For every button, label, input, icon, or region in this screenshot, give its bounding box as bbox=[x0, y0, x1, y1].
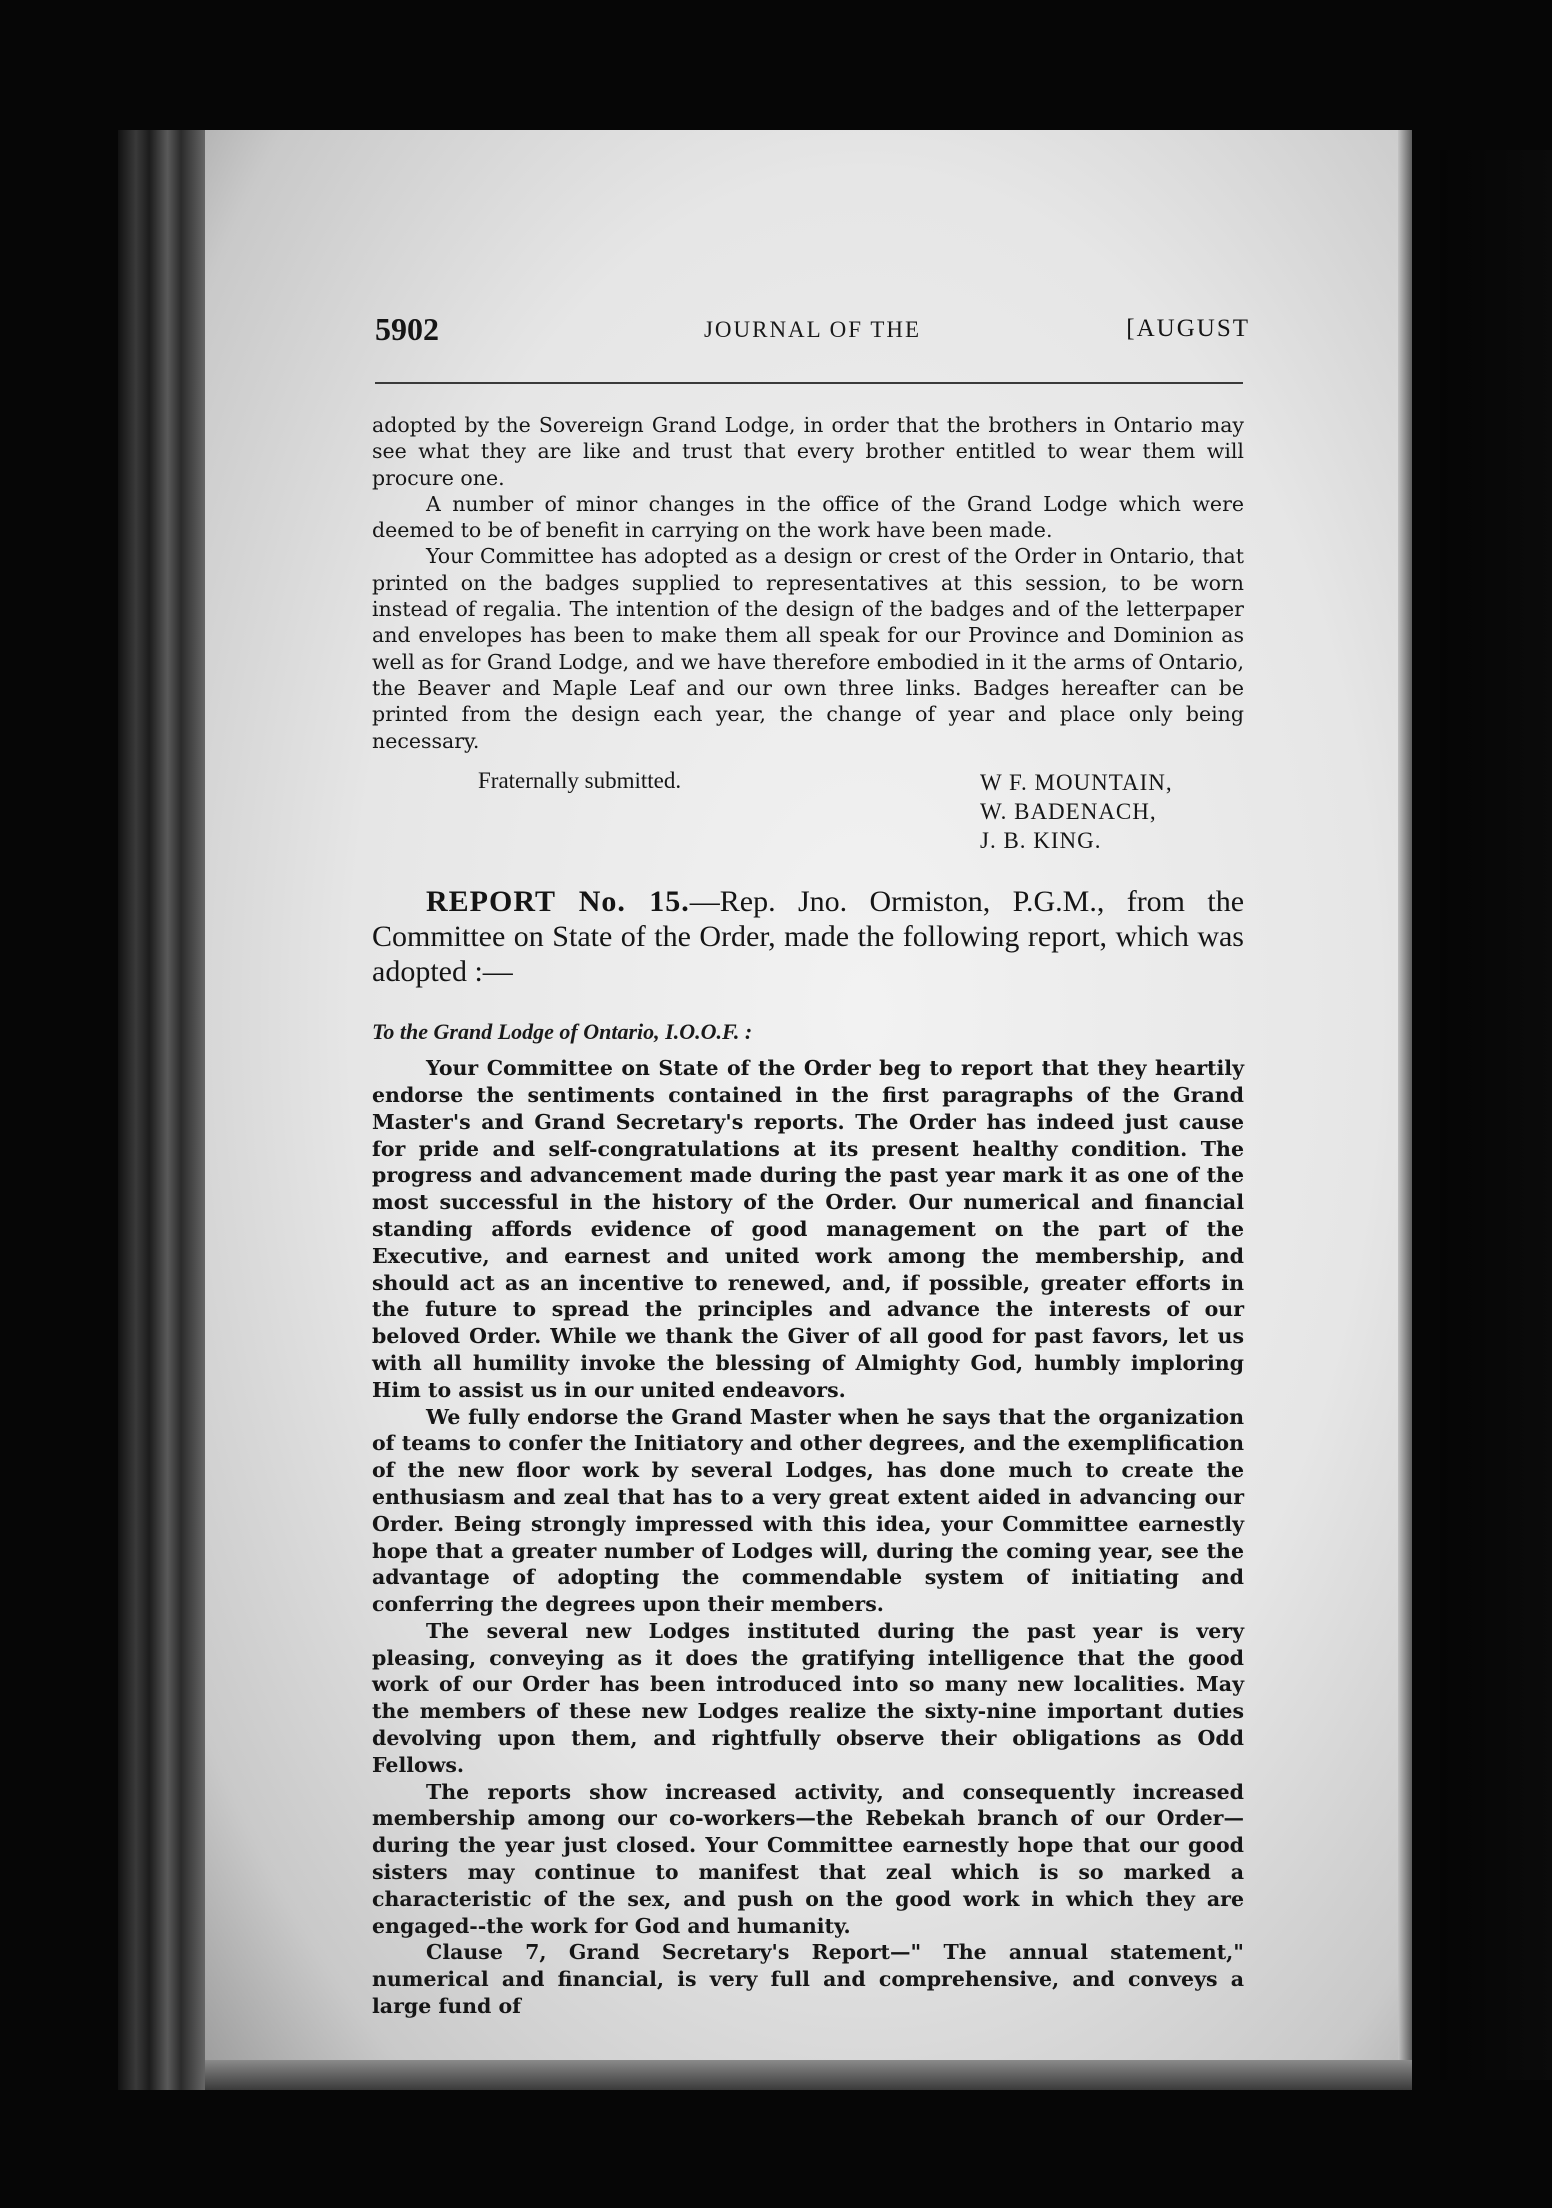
report-heading bbox=[372, 884, 1244, 989]
page-edge-bottom bbox=[205, 2060, 1412, 2090]
report-intro: —Rep. Jno. Ormiston, P.G.M., from the Committee on State of the Order, made the following report, which was adopted :— bbox=[372, 884, 1245, 988]
header-month: [AUGUST bbox=[1126, 315, 1250, 342]
paragraph: Clause 7, Grand Secretary's Report—" The annual statement," numerical and financial, is very full and comprehensive, and conveys a large fund of bbox=[372, 1940, 1244, 2019]
report-number: REPORT No. 15. bbox=[426, 884, 690, 918]
paragraph: Your Committee on State of the Order beg to report that they heartily endorse the sentiments contained in the first paragraphs of the Grand Master's and Grand Secretary's reports. The Order has indeed just cause for pride and self-congratulations at its present healthy condition. The progress and advancement made during the past year mark it as one of the most successful in the history of the Order. Our numerical and financial standing affords evidence of good management on the part of the Executive, and earnest and united work among the membership, and should act as an incentive to renewed, and, if possible, greater efforts in the future to spread the principles and advance the interests of our beloved Order. While we thank the Giver of all good for past favors, let us with all humility invoke the blessing of Almighty God, humbly imploring Him to assist us in our united endeavors. bbox=[372, 1056, 1244, 1402]
paragraph: The several new Lodges instituted during the past year is very pleasing, conveying as it does the gratifying intelligence that the good work of our Order has been introduced into so many new localities. May the members of these new Lodges realize the sixty-nine important duties devolving upon them, and rightfully observe their obligations as Odd Fellows. bbox=[372, 1618, 1244, 1777]
running-header bbox=[375, 305, 1250, 355]
report-body bbox=[372, 1055, 1244, 2020]
paragraph: adopted by the Sovereign Grand Lodge, in order that the brothers in Ontario may see what they are like and trust that every brother entitled to wear them will procure one. bbox=[372, 413, 1244, 490]
facing-page-shadow bbox=[1440, 150, 1552, 2080]
signatory: J. B. KING. bbox=[980, 827, 1102, 853]
page-edge-right bbox=[1398, 130, 1412, 2090]
paragraph: The reports show increased activity, and consequently increased membership among our co-workers—the Rebekah branch of our Order—during the year just closed. Your Committee earnestly hope that our good sisters may continue to manifest that zeal which is so marked a characteristic of the sex, and push on the good work in which they are engaged--the work for God and humanity. bbox=[372, 1779, 1244, 1938]
page-body bbox=[372, 412, 1244, 2020]
paragraph: A number of minor changes in the office of the Grand Lodge which were deemed to be of benefit in carrying on the work have been made. bbox=[372, 491, 1244, 543]
salutation: To the Grand Lodge of Ontario, I.O.O.F. : bbox=[372, 1018, 753, 1044]
paragraph: Your Committee has adopted as a design or crest of the Order in Ontario, that printed on the badges supplied to representatives at this session, to be worn instead of regalia. The intention of the design of the badges and of the letterpaper and envelopes has been to make them all speak for our Province and Dominion as well as for Grand Lodge, and we have therefore embodied in it the arms of Ontario, the Beaver and Maple Leaf and our own three links. Badges hereafter can be printed from the design each year, the change of year and place only being necessary. bbox=[372, 544, 1244, 753]
paragraph: We fully endorse the Grand Master when he says that the organization of teams to confer the Initiatory and other degrees, and the exemplification of the new floor work by several Lodges, has done much to create the enthusiasm and zeal that has to a very great extent aided in advancing our Order. Being strongly impressed with this idea, your Committee earnestly hope that a greater number of Lodges will, during the coming year, see the advantage of adopting the commendable system of initiating and conferring the degrees upon their members. bbox=[372, 1404, 1244, 1617]
closing-phrase: Fraternally submitted. bbox=[478, 767, 682, 793]
page-number: 5902 bbox=[375, 311, 439, 347]
book-spine-left bbox=[118, 130, 208, 2090]
signatories bbox=[980, 768, 1173, 855]
report-15 bbox=[372, 884, 1244, 2020]
journal-title: JOURNAL OF THE bbox=[703, 317, 922, 342]
signatory: W. BADENACH, bbox=[980, 798, 1157, 824]
header-rule bbox=[375, 382, 1243, 384]
committee-report-continued bbox=[372, 412, 1244, 860]
signoff-block bbox=[372, 768, 1244, 860]
signatory: W F. MOUNTAIN, bbox=[980, 769, 1173, 795]
